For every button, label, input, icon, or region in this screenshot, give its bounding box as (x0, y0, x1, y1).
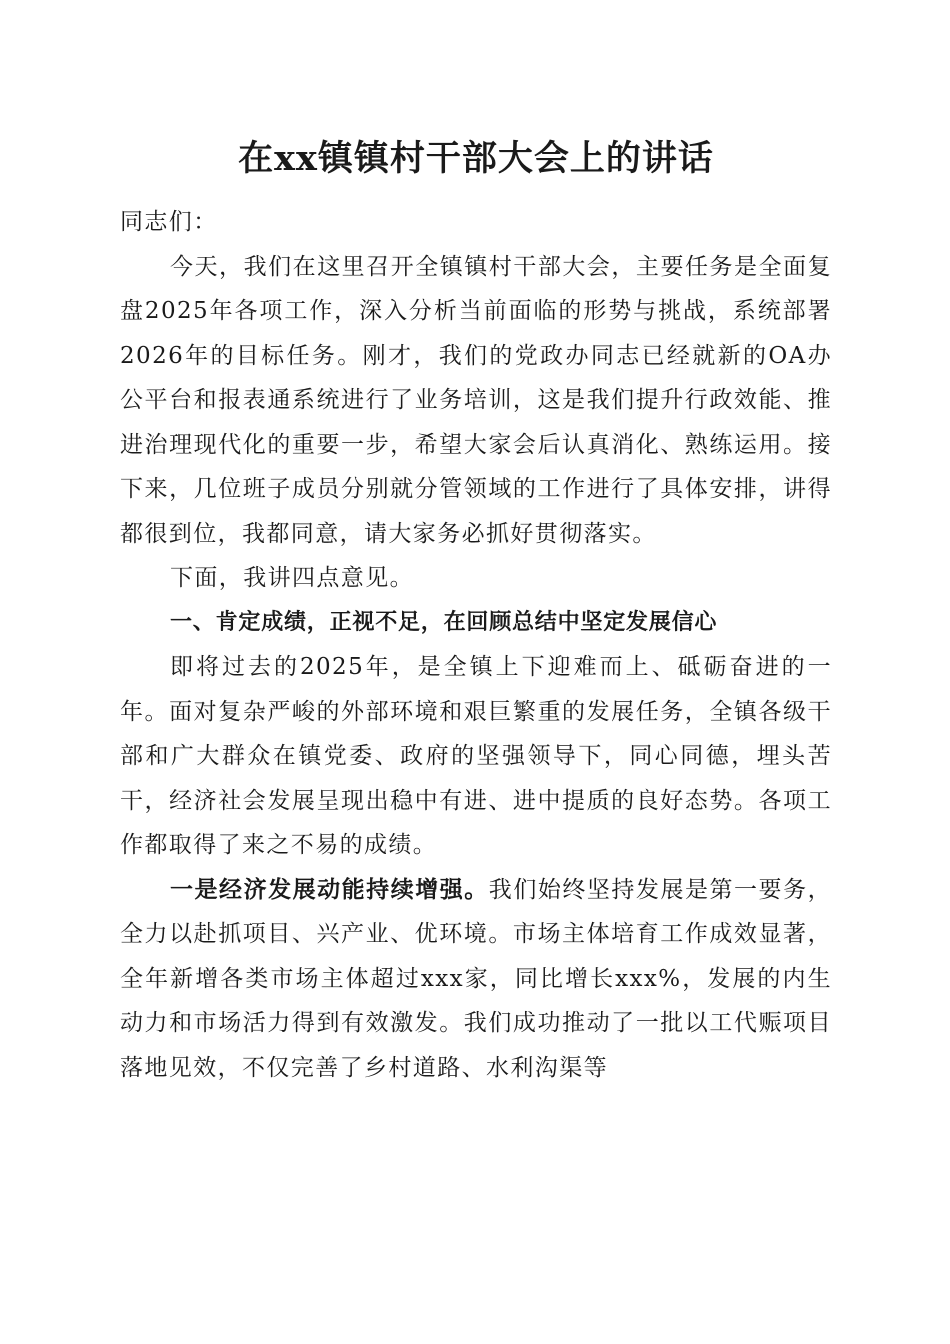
paragraph-economy-lead: 一是经济发展动能持续增强。 (170, 875, 489, 903)
paragraph-economy (120, 868, 832, 1091)
paragraph-transition: 下面，我讲四点意见。 (170, 565, 414, 591)
document-body (120, 200, 832, 1090)
section-heading-1: 一、肯定成绩，正视不足，在回顾总结中坚定发展信心 (170, 609, 718, 635)
paragraph-opening: 今天，我们在这里召开全镇镇村干部大会，主要任务是全面复盘2025年各项工作，深入分析当前面临的形势与挑战，系统部署2026年的目标任务。刚才，我们的党政办同志已经就新的OA办公平台和报表通系统进行了业务培训，这是我们提升行政效能、推进治理现代化的重要一步，希望大家会后认真消化、熟练运用。接下来，几位班子成员分别就分管领域的工作进行了具体安排，讲得都很到位，我都同意，请大家务必抓好贯彻落实。 (120, 253, 832, 547)
salutation: 同志们： (120, 209, 218, 235)
paragraph-economy-body: 我们始终坚持发展是第一要务，全力以赴抓项目、兴产业、优环境。市场主体培育工作成效显著，全年新增各类市场主体超过xxx家，同比增长xxx%，发展的内生动力和市场活力得到有效激发。我们成功推动了一批以工代赈项目落地见效，不仅完善了乡村道路、水利沟渠等 (120, 876, 832, 1081)
document-title: 在xx镇镇村干部大会上的讲话 (238, 138, 714, 179)
paragraph-review: 即将过去的2025年，是全镇上下迎难而上、砥砺奋进的一年。面对复杂严峻的外部环境和艰巨繁重的发展任务，全镇各级干部和广大群众在镇党委、政府的坚强领导下，同心同德，埋头苦干，经济社会发展呈现出稳中有进、进中提质的良好态势。各项工作都取得了来之不易的成绩。 (120, 654, 832, 858)
